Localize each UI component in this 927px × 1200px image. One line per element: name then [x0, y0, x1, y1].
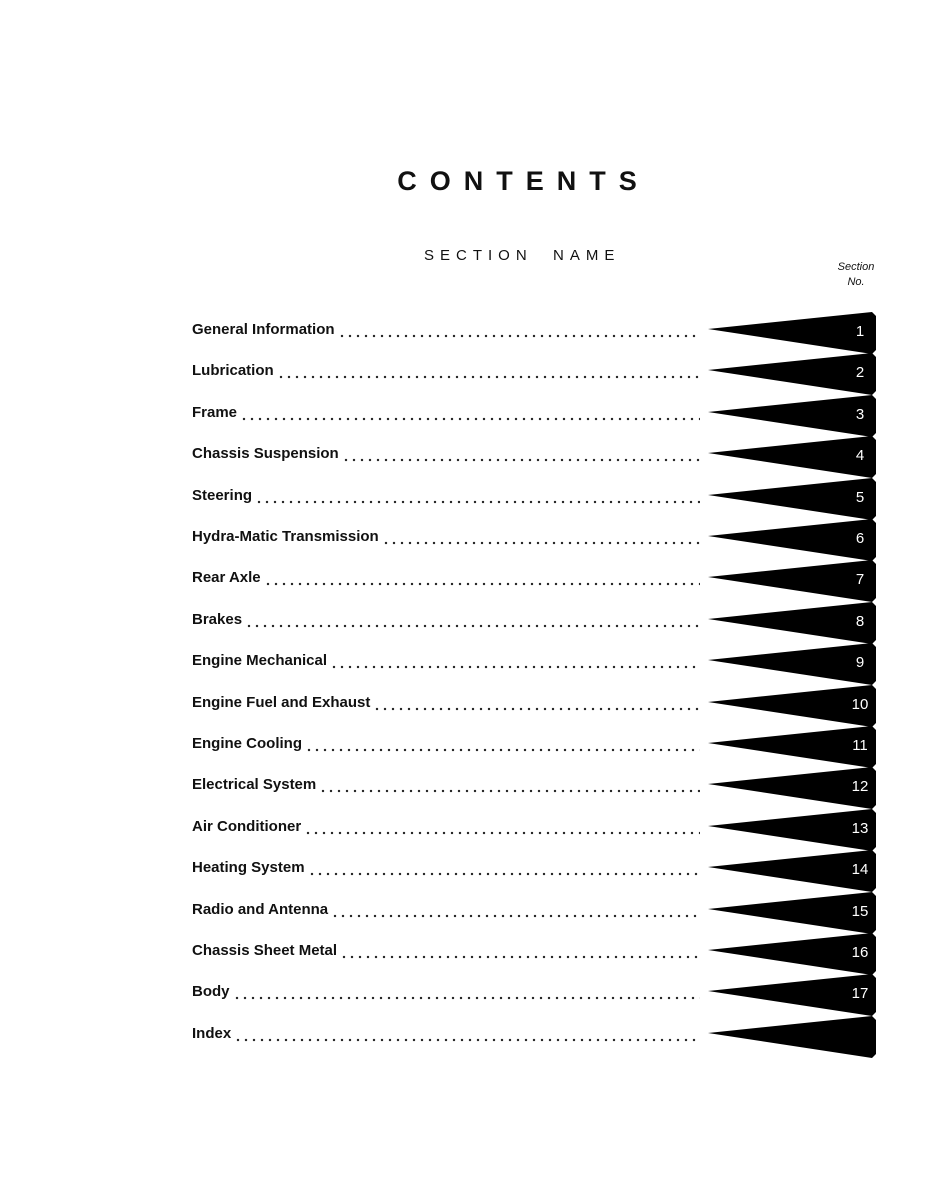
section-tab[interactable]: [708, 685, 880, 727]
section-tab[interactable]: [708, 560, 880, 602]
section-number-heading-line2: No.: [847, 276, 865, 288]
dot-leader: [319, 775, 700, 795]
section-name-heading: SECTION NAME: [424, 247, 621, 264]
section-tab-number: 15: [851, 903, 869, 920]
dot-leader: [373, 693, 700, 713]
section-tab[interactable]: [708, 519, 880, 561]
section-tab-number: 9: [855, 654, 865, 671]
section-tab[interactable]: [708, 395, 880, 437]
section-tab[interactable]: [708, 767, 880, 809]
toc-entry-label: Engine Cooling: [192, 735, 302, 752]
dot-leader: [255, 486, 700, 506]
dot-leader: [277, 361, 700, 381]
section-tab[interactable]: [708, 809, 880, 851]
toc-entry[interactable]: [192, 771, 700, 795]
section-tab-number: 6: [855, 530, 865, 547]
section-number-heading: [824, 260, 888, 290]
section-tab-number: 4: [855, 447, 865, 464]
toc-entry[interactable]: [192, 316, 700, 340]
dot-leader: [304, 817, 700, 837]
toc-entry-label: Brakes: [192, 611, 243, 628]
section-tab[interactable]: [708, 353, 880, 395]
section-tab[interactable]: [708, 312, 880, 354]
dot-leader: [240, 403, 700, 423]
section-tab[interactable]: [708, 892, 880, 934]
section-tab-number: 17: [851, 985, 869, 1002]
section-tab[interactable]: [708, 974, 880, 1016]
toc-entry[interactable]: [192, 854, 700, 878]
section-tab-number: 16: [851, 944, 869, 961]
toc-entry[interactable]: [192, 937, 700, 961]
section-tab[interactable]: [708, 436, 880, 478]
toc-entry[interactable]: [192, 564, 700, 588]
section-tab-number: 12: [851, 778, 869, 795]
dot-leader: [382, 527, 700, 547]
section-tab[interactable]: [708, 643, 880, 685]
toc-entry-label: Chassis Suspension: [192, 445, 339, 462]
section-tab-number: 5: [855, 489, 865, 506]
toc-entry[interactable]: [192, 813, 700, 837]
section-tab-number: 13: [851, 820, 869, 837]
section-tab-number: 11: [852, 737, 868, 754]
toc-entry-label: Engine Fuel and Exhaust: [192, 694, 371, 711]
section-tab-shape: [708, 1016, 880, 1058]
section-tab[interactable]: [708, 1016, 880, 1058]
dot-leader: [245, 610, 700, 630]
toc-entry-label: Hydra-Matic Transmission: [192, 528, 379, 545]
toc-entry-label: Frame: [192, 404, 238, 421]
section-tab-number: 3: [855, 406, 865, 423]
dot-leader: [331, 900, 700, 920]
dot-leader: [308, 858, 700, 878]
dot-leader: [342, 444, 700, 464]
toc-entry-label: Rear Axle: [192, 569, 261, 586]
dot-leader: [234, 1024, 700, 1044]
toc-entry-label: Air Conditioner: [192, 818, 302, 835]
toc-entry-label: General Information: [192, 321, 335, 338]
toc-entry[interactable]: [192, 689, 700, 713]
section-tab[interactable]: [708, 478, 880, 520]
page-title: CONTENTS: [397, 166, 650, 196]
section-tab-number: 10: [851, 696, 869, 713]
toc-entry[interactable]: [192, 1020, 700, 1044]
toc-entry-label: Index: [192, 1025, 232, 1042]
toc-entry[interactable]: [192, 523, 700, 547]
section-tab-number: 2: [855, 364, 865, 381]
toc-entry[interactable]: [192, 730, 700, 754]
toc-entry[interactable]: [192, 440, 700, 464]
toc-entry[interactable]: [192, 606, 700, 630]
dot-leader: [264, 568, 700, 588]
toc-entry-label: Electrical System: [192, 776, 317, 793]
toc-entry[interactable]: [192, 896, 700, 920]
toc-entry-label: Heating System: [192, 859, 305, 876]
section-tab-number: 8: [855, 613, 865, 630]
section-tab[interactable]: [708, 850, 880, 892]
toc-entry-label: Chassis Sheet Metal: [192, 942, 338, 959]
section-tab-number: 7: [855, 571, 865, 588]
toc-entry-label: Steering: [192, 487, 253, 504]
toc-entry-label: Radio and Antenna: [192, 901, 329, 918]
dot-leader: [340, 941, 700, 961]
section-tab-number: 1: [855, 323, 865, 340]
section-tab-number: 14: [851, 861, 869, 878]
toc-entry[interactable]: [192, 647, 700, 671]
dot-leader: [330, 651, 700, 671]
toc-entry[interactable]: [192, 357, 700, 381]
toc-entry[interactable]: [192, 399, 700, 423]
dot-leader: [305, 734, 700, 754]
section-tab[interactable]: [708, 933, 880, 975]
section-tab[interactable]: [708, 726, 880, 768]
section-tab[interactable]: [708, 602, 880, 644]
toc-entry-label: Engine Mechanical: [192, 652, 328, 669]
section-number-heading-line1: Section: [837, 261, 875, 273]
toc-entry-label: Lubrication: [192, 362, 274, 379]
dot-leader: [338, 320, 700, 340]
toc-entry[interactable]: [192, 978, 700, 1002]
dot-leader: [233, 982, 701, 1002]
toc-entry-label: Body: [192, 983, 230, 1000]
toc-entry[interactable]: [192, 482, 700, 506]
